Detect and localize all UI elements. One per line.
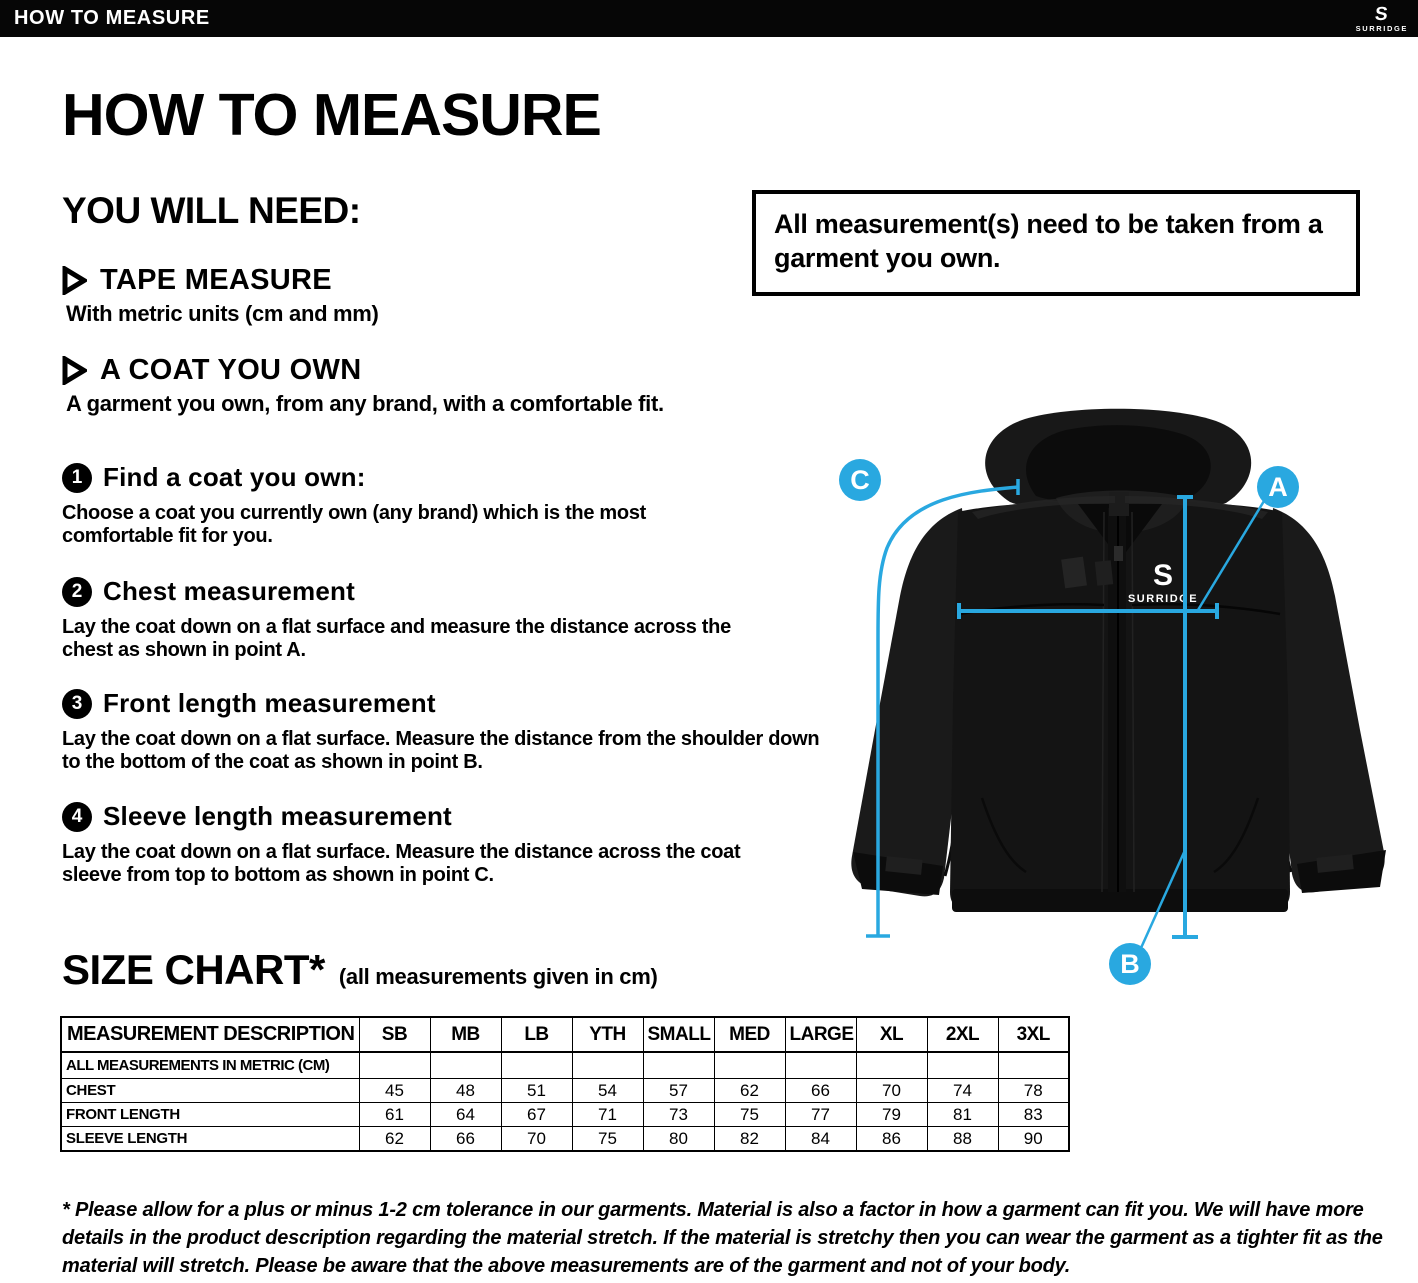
cell: 48 <box>430 1079 501 1103</box>
cell: 83 <box>998 1103 1069 1127</box>
step-head <box>62 801 762 832</box>
need-item-head <box>62 354 664 387</box>
step-desc: Lay the coat down on a flat surface and measure the distance across the chest as shown in point A. <box>62 616 731 661</box>
row-label: CHEST <box>61 1079 359 1103</box>
row-label: SLEEVE LENGTH <box>61 1127 359 1152</box>
need-item-tape-measure <box>62 264 379 327</box>
size-chart-heading <box>62 946 658 994</box>
col-header: SMALL <box>643 1017 714 1052</box>
step-desc: Lay the coat down on a flat surface. Measure the distance across the coat sleeve from top to bottom as shown in point C. <box>62 841 741 886</box>
cell: 66 <box>785 1079 856 1103</box>
cell: 78 <box>998 1079 1069 1103</box>
surridge-wordmark: SURRIDGE <box>1355 24 1408 34</box>
step-title: Sleeve length measurement <box>103 801 452 831</box>
surridge-s-icon: S <box>1374 4 1390 26</box>
cell: 75 <box>572 1127 643 1152</box>
garment-logo-s-icon: S <box>1152 559 1174 592</box>
size-chart-subtitle: (all measurements given in cm) <box>338 964 658 989</box>
cell: 54 <box>572 1079 643 1103</box>
need-item-title: TAPE MEASURE <box>100 264 332 296</box>
need-item-title: A COAT YOU OWN <box>100 354 362 386</box>
step-3 <box>62 688 827 774</box>
step-title: Front length measurement <box>103 688 436 718</box>
top-bar <box>0 0 1418 37</box>
cell: 70 <box>501 1127 572 1152</box>
col-header: SB <box>359 1017 430 1052</box>
step-number-badge: 3 <box>62 689 92 719</box>
need-item-desc: A garment you own, from any brand, with a comfortable fit. <box>66 391 664 416</box>
need-item-desc: With metric units (cm and mm) <box>66 301 379 326</box>
step-title: Find a coat you own: <box>103 462 366 492</box>
cell: 61 <box>359 1103 430 1127</box>
cell: 73 <box>643 1103 714 1127</box>
cell: 71 <box>572 1103 643 1127</box>
cell: 81 <box>927 1103 998 1127</box>
table-header-row <box>61 1017 1069 1052</box>
cell: 64 <box>430 1103 501 1127</box>
col-header: LARGE <box>785 1017 856 1052</box>
cell: 88 <box>927 1127 998 1152</box>
need-item-coat <box>62 354 664 417</box>
step-head <box>62 688 827 719</box>
cell: 62 <box>714 1079 785 1103</box>
triangle-bullet-icon <box>62 356 87 385</box>
cell: 67 <box>501 1103 572 1127</box>
step-title: Chest measurement <box>103 576 355 606</box>
col-header: LB <box>501 1017 572 1052</box>
step-number-badge: 2 <box>62 577 92 607</box>
cell: 82 <box>714 1127 785 1152</box>
step-head <box>62 462 702 493</box>
jacket-illustration <box>851 409 1386 912</box>
notice-box: All measurement(s) need to be taken from a garment you own. <box>752 190 1360 296</box>
garment-logo-wordmark: SURRIDGE <box>1127 593 1199 605</box>
cell: 77 <box>785 1103 856 1127</box>
surridge-logo <box>1356 5 1408 33</box>
cell: 80 <box>643 1127 714 1152</box>
point-c-label: C <box>850 465 870 495</box>
you-will-need-heading: YOU WILL NEED: <box>62 190 361 231</box>
point-b-label: B <box>1120 949 1140 979</box>
col-header: XL <box>856 1017 927 1052</box>
step-number-badge: 1 <box>62 463 92 493</box>
triangle-bullet-icon <box>62 266 87 295</box>
step-desc: Choose a coat you currently own (any brand) which is the most comfortable fit for you. <box>62 502 647 547</box>
step-head <box>62 576 752 607</box>
col-header: 2XL <box>927 1017 998 1052</box>
cell: 84 <box>785 1127 856 1152</box>
cell: 45 <box>359 1079 430 1103</box>
jacket-measurement-diagram <box>820 400 1418 1000</box>
cell: 62 <box>359 1127 430 1152</box>
step-number-badge: 4 <box>62 802 92 832</box>
point-a-label: A <box>1268 472 1288 502</box>
step-1 <box>62 462 702 548</box>
need-item-head <box>62 264 379 297</box>
top-bar-title: HOW TO MEASURE <box>14 7 210 29</box>
size-chart-title: SIZE CHART* <box>62 946 325 993</box>
cell: 90 <box>998 1127 1069 1152</box>
col-header: MB <box>430 1017 501 1052</box>
row-label: FRONT LENGTH <box>61 1103 359 1127</box>
table-row <box>61 1127 1069 1152</box>
cell: 79 <box>856 1103 927 1127</box>
size-chart-table <box>60 1016 1070 1152</box>
cell: 86 <box>856 1127 927 1152</box>
col-header: MED <box>714 1017 785 1052</box>
cell: 70 <box>856 1079 927 1103</box>
page-title: HOW TO MEASURE <box>62 82 601 148</box>
step-desc: Lay the coat down on a flat surface. Measure the distance from the shoulder down to the bottom of the coat as shown in point B. <box>62 728 820 773</box>
cell: 51 <box>501 1079 572 1103</box>
col-header: 3XL <box>998 1017 1069 1052</box>
step-2 <box>62 576 752 662</box>
col-header: MEASUREMENT DESCRIPTION <box>61 1017 359 1052</box>
cell: 74 <box>927 1079 998 1103</box>
tolerance-footnote: * Please allow for a plus or minus 1-2 cm tolerance in our garments. Material is also a factor in how a garment can fit you. We will have more details in the product description regarding the material stretch. If the material is stretchy then you can wear the garment as a tighter fit as the material will stretch. Please be aware that the above measurements are of the garment and not of your body. <box>62 1199 1383 1277</box>
cell: 66 <box>430 1127 501 1152</box>
table-row <box>61 1052 1069 1079</box>
table-row <box>61 1079 1069 1103</box>
metric-note: ALL MEASUREMENTS IN METRIC (CM) <box>61 1052 359 1079</box>
col-header: YTH <box>572 1017 643 1052</box>
cell: 57 <box>643 1079 714 1103</box>
cell: 75 <box>714 1103 785 1127</box>
step-4 <box>62 801 762 887</box>
table-row <box>61 1103 1069 1127</box>
